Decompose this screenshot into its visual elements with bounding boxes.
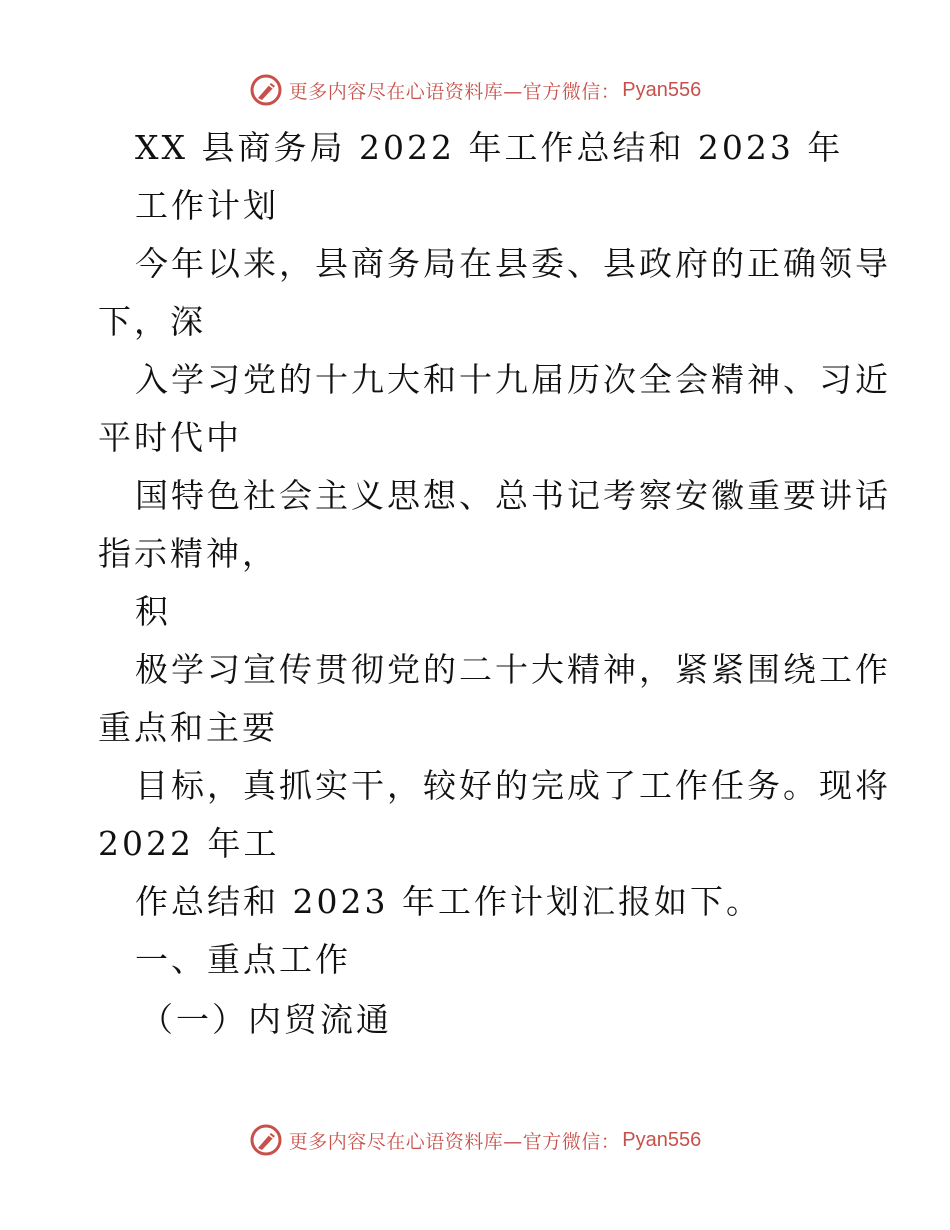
watermark-footer — [0, 1120, 950, 1160]
doc-paragraph-line: 重点和主要 — [98, 708, 278, 747]
watermark-wechat-id: Pyan556 — [622, 1128, 702, 1151]
watermark-text: 更多内容尽在心语资料库—官方微信： — [288, 80, 621, 103]
pen-logo-icon — [249, 1123, 283, 1157]
doc-paragraph-line: 积 — [135, 592, 171, 631]
doc-paragraph-line: 国特色社会主义思想、总书记考察安徽重要讲话 — [135, 476, 891, 515]
doc-paragraph-line: 2022 年工 — [98, 824, 280, 863]
doc-section-heading: 一、重点工作 — [135, 940, 351, 979]
watermark-wechat-id: Pyan556 — [622, 78, 702, 101]
doc-paragraph-line: 今年以来，县商务局在县委、县政府的正确领导 — [135, 244, 891, 283]
doc-paragraph-line: 目标，真抓实干，较好的完成了工作任务。现将 — [135, 766, 891, 805]
doc-title-line-2: 工作计划 — [135, 186, 279, 225]
doc-paragraph-line: 下，深 — [98, 302, 206, 341]
doc-title-line-1: XX 县商务局 2022 年工作总结和 2023 年 — [135, 128, 844, 167]
doc-paragraph-line: 平时代中 — [98, 418, 242, 457]
doc-subsection-heading: （一）内贸流通 — [140, 1000, 392, 1039]
doc-paragraph-line: 入学习党的十九大和十九届历次全会精神、习近 — [135, 360, 891, 399]
doc-paragraph-line: 指示精神， — [98, 534, 278, 573]
doc-paragraph-line: 极学习宣传贯彻党的二十大精神，紧紧围绕工作 — [135, 650, 891, 689]
doc-paragraph-line: 作总结和 2023 年工作计划汇报如下。 — [135, 882, 762, 921]
watermark-text: 更多内容尽在心语资料库—官方微信： — [288, 1130, 621, 1153]
